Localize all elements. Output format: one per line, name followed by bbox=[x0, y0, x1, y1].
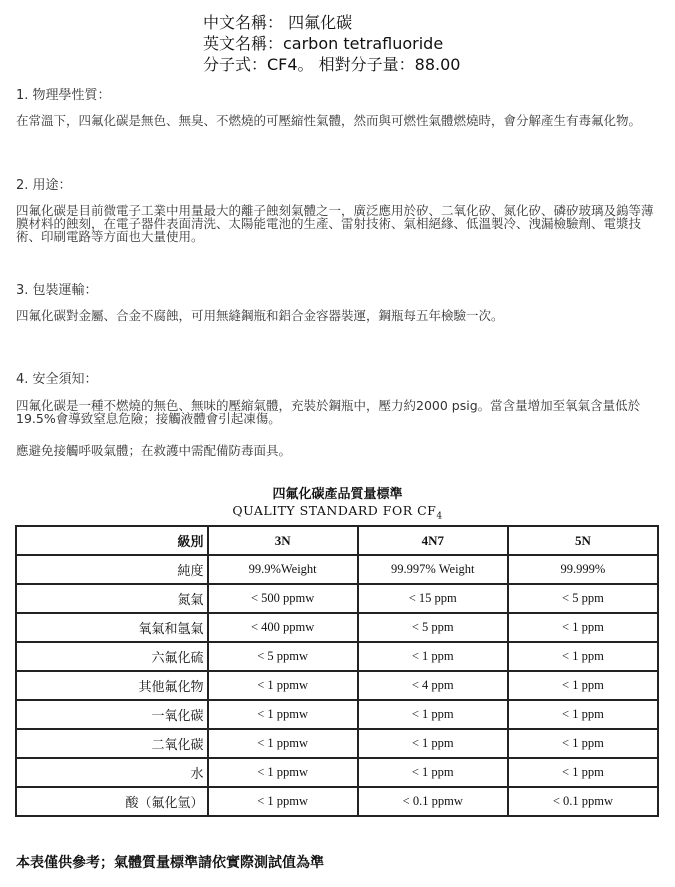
cell-value: < 1 ppm bbox=[508, 642, 658, 671]
chinese-name: 中文名稱： 四氟化碳 bbox=[203, 13, 353, 32]
cell-value: < 1 ppm bbox=[358, 758, 508, 787]
cell-value: < 0.1 ppmw bbox=[358, 787, 508, 816]
header-4n7: 4N7 bbox=[358, 526, 508, 555]
paragraph-safety-protection: 應避免接觸呼吸氣體；在救護中需配備防毒面具。 bbox=[16, 443, 292, 458]
table-header-row bbox=[16, 526, 658, 555]
cell-value: < 0.1 ppmw bbox=[508, 787, 658, 816]
cell-value: 99.997% Weight bbox=[358, 555, 508, 584]
row-label: 一氧化碳 bbox=[16, 700, 208, 729]
paragraph-uses: 四氟化碳是目前微電子工業中用量最大的離子蝕刻氣體之一，廣泛應用於矽、二氧化矽、氮化矽、磷矽玻璃及鎢等薄膜材料的蝕刻，在電子器件表面清洗、太陽能電池的生產、雷射技術、氣相絕緣、低溫製冷、洩漏檢驗劑、電漿技術、印刷電路等方面也大量使用。 bbox=[16, 203, 654, 244]
table-row bbox=[16, 555, 658, 584]
table-row bbox=[16, 729, 658, 758]
row-label: 其他氟化物 bbox=[16, 671, 208, 700]
cell-value: < 5 ppmw bbox=[208, 642, 358, 671]
cell-value: < 1 ppm bbox=[358, 729, 508, 758]
table-title-english-text: QUALITY STANDARD FOR CF bbox=[232, 503, 437, 518]
cell-value: 99.9%Weight bbox=[208, 555, 358, 584]
row-label: 二氧化碳 bbox=[16, 729, 208, 758]
cell-value: < 1 ppm bbox=[508, 613, 658, 642]
header-3n: 3N bbox=[208, 526, 358, 555]
row-label: 氮氣 bbox=[16, 584, 208, 613]
quality-standard-table bbox=[15, 525, 659, 817]
cell-value: < 1 ppm bbox=[358, 700, 508, 729]
cell-value: < 1 ppm bbox=[508, 671, 658, 700]
table-row bbox=[16, 787, 658, 816]
header-5n: 5N bbox=[508, 526, 658, 555]
cell-value: < 5 ppm bbox=[358, 613, 508, 642]
row-label: 水 bbox=[16, 758, 208, 787]
cell-value: < 15 ppm bbox=[358, 584, 508, 613]
cell-value: < 1 ppmw bbox=[208, 729, 358, 758]
cell-value: < 1 ppmw bbox=[208, 787, 358, 816]
cell-value: < 1 ppm bbox=[508, 700, 658, 729]
paragraph-physical-properties: 在常溫下，四氟化碳是無色、無臭、不燃燒的可壓縮性氣體，然而與可燃性氣體燃燒時，會分解產生有毒氟化物。 bbox=[16, 113, 642, 128]
table-row bbox=[16, 584, 658, 613]
document-header bbox=[203, 12, 460, 75]
row-label: 酸（氟化氫） bbox=[16, 787, 208, 816]
section-title-physical-properties: 1. 物理學性質： bbox=[16, 88, 111, 103]
cell-value: < 500 ppmw bbox=[208, 584, 358, 613]
table-title-english bbox=[0, 503, 675, 522]
cell-value: 99.999% bbox=[508, 555, 658, 584]
table-row bbox=[16, 642, 658, 671]
table-row bbox=[16, 671, 658, 700]
paragraph-packaging: 四氟化碳對金屬、合金不腐蝕，可用無縫鋼瓶和鋁合金容器裝運，鋼瓶每五年檢驗一次。 bbox=[16, 308, 504, 323]
section-title-packaging: 3. 包裝運輸： bbox=[16, 283, 98, 298]
cell-value: < 1 ppmw bbox=[208, 671, 358, 700]
cell-value: < 400 ppmw bbox=[208, 613, 358, 642]
english-name: 英文名稱：carbon tetrafluoride bbox=[203, 34, 444, 53]
table-row bbox=[16, 700, 658, 729]
table-title-chinese: 四氟化碳產品質量標準 bbox=[272, 487, 403, 502]
table-row bbox=[16, 758, 658, 787]
header-grade: 級別 bbox=[16, 526, 208, 555]
section-title-safety: 4. 安全須知： bbox=[16, 372, 98, 387]
cell-value: < 1 ppmw bbox=[208, 700, 358, 729]
paragraph-safety: 四氟化碳是一種不燃燒的無色、無味的壓縮氣體，充裝於鋼瓶中，壓力約2000 psig。當含量增加至氧氣含量低於19.5%會導致窒息危險；接觸液體會引起凍傷。 bbox=[16, 398, 641, 426]
cell-value: < 5 ppm bbox=[508, 584, 658, 613]
cell-value: < 1 ppmw bbox=[208, 758, 358, 787]
cell-value: < 1 ppm bbox=[508, 729, 658, 758]
molecular-formula: 分子式：CF4。 相對分子量：88.00 bbox=[203, 55, 461, 74]
section-title-uses: 2. 用途： bbox=[16, 178, 72, 193]
cell-value: < 4 ppm bbox=[358, 671, 508, 700]
table-title-subscript: 4 bbox=[436, 511, 443, 522]
row-label: 氧氣和氬氣 bbox=[16, 613, 208, 642]
disclaimer-note: 本表僅供參考；氣體質量標準請依實際測試值為準 bbox=[16, 855, 324, 871]
cell-value: < 1 ppm bbox=[508, 758, 658, 787]
cell-value: < 1 ppm bbox=[358, 642, 508, 671]
row-label: 六氟化硫 bbox=[16, 642, 208, 671]
row-label: 純度 bbox=[16, 555, 208, 584]
table-row bbox=[16, 613, 658, 642]
